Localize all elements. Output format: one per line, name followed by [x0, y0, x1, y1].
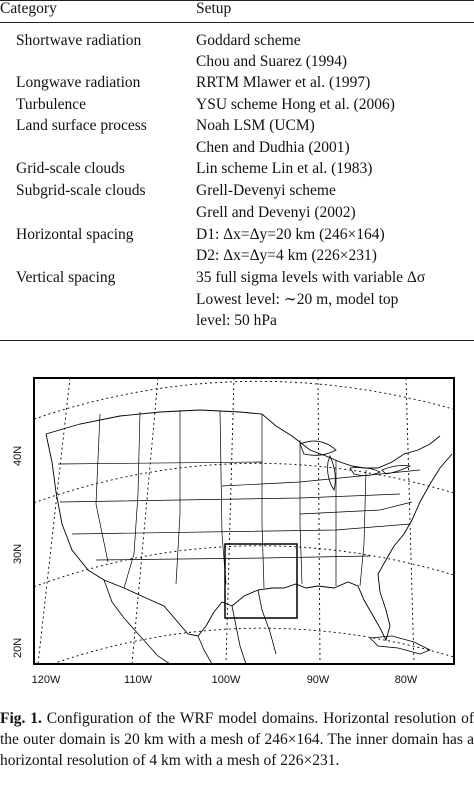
- lat-label-20n: 20N: [12, 637, 24, 658]
- row-gridclouds-category: Grid-scale clouds: [16, 160, 125, 177]
- row-land-category: Land surface process: [16, 117, 147, 134]
- figure-caption: [0, 708, 474, 771]
- header-category: Category: [0, 0, 57, 17]
- row-longwave-setup-1: RRTM Mlawer et al. (1997): [196, 74, 371, 91]
- caption-text: Configuration of the WRF model domains. Horizontal resolution of the outer domain is 20 km with a mesh of 246×164. The inner domain has a horizontal resolution of 4 km with a mesh of 226×231.: [0, 710, 474, 769]
- row-land-setup-1: Noah LSM (UCM): [196, 117, 315, 134]
- row-horizontal-setup-2: D2: Δx=Δy=4 km (226×231): [196, 247, 377, 264]
- table-bottom-rule: [0, 340, 474, 341]
- header-rule: [0, 22, 474, 23]
- caption-label: Fig. 1.: [0, 710, 42, 727]
- row-turbulence-setup-1: YSU scheme Hong et al. (2006): [196, 96, 395, 113]
- row-shortwave-setup-1: Goddard scheme: [196, 32, 301, 49]
- lat-label-30n: 30N: [12, 543, 24, 564]
- row-subgridclouds-setup-2: Grell and Devenyi (2002): [196, 204, 356, 221]
- row-longwave-category: Longwave radiation: [16, 74, 141, 91]
- row-vertical-setup-1: 35 full sigma levels with variable Δσ: [196, 269, 426, 286]
- lon-label-100w: 100W: [211, 674, 241, 686]
- lon-label-110w: 110W: [124, 674, 152, 686]
- lon-label-90w: 90W: [306, 674, 330, 686]
- row-shortwave-setup-2: Chou and Suarez (1994): [196, 53, 348, 70]
- row-vertical-setup-2: Lowest level: ∼20 m, model top: [196, 291, 399, 308]
- row-vertical-setup-3: level: 50 hPa: [196, 312, 277, 329]
- row-gridclouds-setup-1: Lin scheme Lin et al. (1983): [196, 160, 373, 177]
- map-figure: [0, 374, 474, 694]
- table-top-rule: [0, 0, 474, 1]
- row-subgridclouds-category: Subgrid-scale clouds: [16, 182, 146, 199]
- lon-label-80w: 80W: [394, 674, 418, 686]
- row-land-setup-2: Chen and Dudhia (2001): [196, 139, 350, 156]
- lat-label-40n: 40N: [12, 445, 24, 466]
- row-shortwave-category: Shortwave radiation: [16, 32, 142, 49]
- map-svg: [0, 374, 474, 694]
- row-vertical-category: Vertical spacing: [16, 269, 116, 286]
- header-setup: Setup: [196, 0, 232, 17]
- row-horizontal-category: Horizontal spacing: [16, 226, 134, 243]
- lon-label-120w: 120W: [31, 674, 61, 686]
- row-horizontal-setup-1: D1: Δx=Δy=20 km (246×164): [196, 226, 385, 243]
- row-turbulence-category: Turbulence: [16, 96, 87, 113]
- row-subgridclouds-setup-1: Grell-Devenyi scheme: [196, 182, 336, 199]
